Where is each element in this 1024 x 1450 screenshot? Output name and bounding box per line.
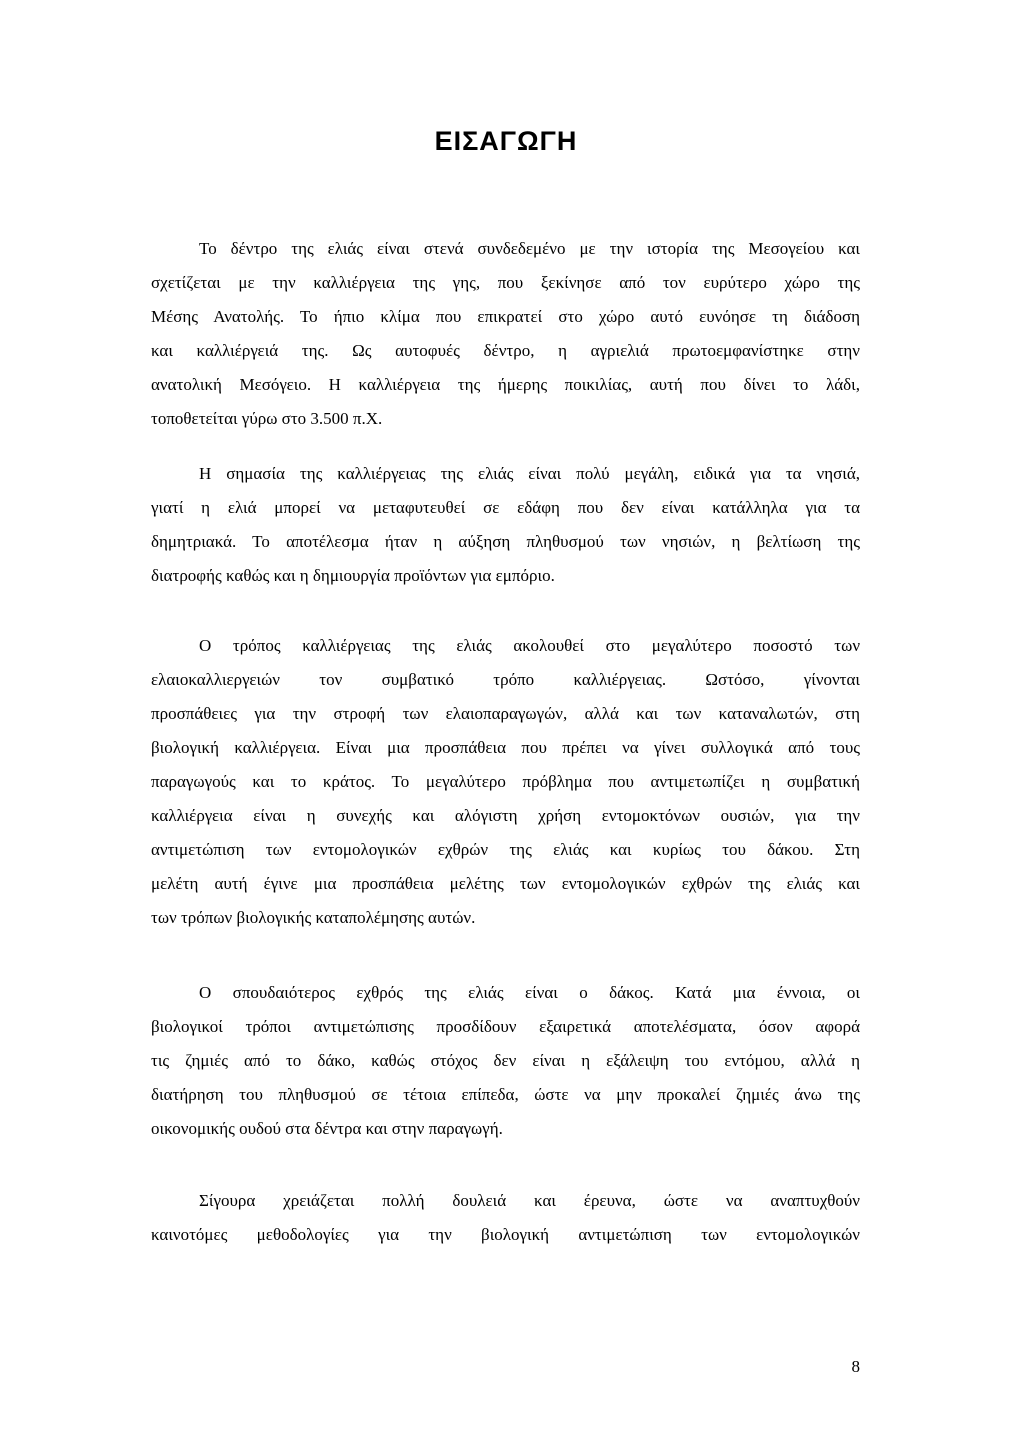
text-line: διατήρηση του πληθυσμού σε τέτοια επίπεδα, ώστε να μην προκαλεί ζημιές άνω της: [151, 1085, 860, 1104]
text-line: παραγωγούς και το κράτος. Το μεγαλύτερο πρόβλημα που αντιμετωπίζει η συμβατική: [151, 772, 860, 791]
text-line: τις ζημιές από το δάκο, καθώς στόχος δεν είναι η εξάλειψη του εντόμου, αλλά η: [151, 1051, 860, 1070]
text-line: Η σημασία της καλλιέργειας της ελιάς είναι πολύ μεγάλη, ειδικά για τα νησιά,: [199, 464, 860, 483]
text-line: μελέτη αυτή έγινε μια προσπάθεια μελέτης των εντομολογικών εχθρών της ελιάς και: [151, 874, 860, 893]
text-line: τοποθετείται γύρω στο 3.500 π.Χ.: [151, 409, 383, 428]
text-line: προσπάθειες για την στροφή των ελαιοπαραγωγών, αλλά και των καταναλωτών, στη: [151, 704, 860, 723]
text-line: βιολογική καλλιέργεια. Είναι μια προσπάθεια που πρέπει να γίνει συλλογικά από τους: [151, 738, 860, 757]
text-line: βιολογικοί τρόποι αντιμετώπισης προσδίδουν εξαιρετικά αποτελέσματα, όσον αφορά: [151, 1017, 860, 1036]
paragraph-3: [151, 629, 860, 935]
paragraph-2: [151, 457, 860, 593]
text-line: αντιμετώπιση των εντομολογικών εχθρών της ελιάς και κυρίως του δάκου. Στη: [151, 840, 860, 859]
text-line: διατροφής καθώς και η δημιουργία προϊόντων για εμπόριο.: [151, 566, 555, 585]
page-title: ΕΙΣΑΓΩΓΗ: [434, 126, 578, 156]
text-line: ανατολική Μεσόγειο. Η καλλιέργεια της ήμερης ποικιλίας, αυτή που δίνει το λάδι,: [151, 375, 860, 394]
text-line: σχετίζεται με την καλλιέργεια της γης, που ξεκίνησε από τον ευρύτερο χώρο της: [151, 273, 860, 292]
text-line: των τρόπων βιολογικής καταπολέμησης αυτών.: [151, 908, 476, 927]
text-line: Σίγουρα χρειάζεται πολλή δουλειά και έρευνα, ώστε να αναπτυχθούν: [199, 1191, 860, 1210]
text-line: οικονομικής ουδού στα δέντρα και στην παραγωγή.: [151, 1119, 503, 1138]
text-line: Ο τρόπος καλλιέργειας της ελιάς ακολουθεί στο μεγαλύτερο ποσοστό των: [199, 636, 860, 655]
text-line: Το δέντρο της ελιάς είναι στενά συνδεδεμένο με την ιστορία της Μεσογείου και: [199, 239, 860, 258]
text-line: γιατί η ελιά μπορεί να μεταφυτευθεί σε εδάφη που δεν είναι κατάλληλα για τα: [151, 498, 860, 517]
page-number: 8: [851, 1357, 860, 1376]
paragraph-1: [151, 232, 860, 436]
text-line: ελαιοκαλλιεργειών τον συμβατικό τρόπο καλλιέργειας. Ωστόσο, γίνονται: [151, 670, 860, 689]
paragraph-5: [151, 1184, 860, 1252]
text-line: καινοτόμες μεθοδολογίες για την βιολογική αντιμετώπιση των εντομολογικών: [151, 1225, 860, 1244]
text-line: και καλλιέργειά της. Ως αυτοφυές δέντρο, η αγριελιά πρωτοεμφανίστηκε στην: [151, 341, 860, 360]
text-line: δημητριακά. Το αποτέλεσμα ήταν η αύξηση πληθυσμού των νησιών, η βελτίωση της: [151, 532, 860, 551]
paragraph-4: [151, 976, 860, 1146]
text-line: Μέσης Ανατολής. Το ήπιο κλίμα που επικρατεί στο χώρο αυτό ευνόησε τη διάδοση: [151, 307, 860, 326]
text-line: Ο σπουδαιότερος εχθρός της ελιάς είναι ο δάκος. Κατά μια έννοια, οι: [199, 983, 860, 1002]
text-line: καλλιέργεια είναι η συνεχής και αλόγιστη χρήση εντομοκτόνων ουσιών, για την: [151, 806, 860, 825]
